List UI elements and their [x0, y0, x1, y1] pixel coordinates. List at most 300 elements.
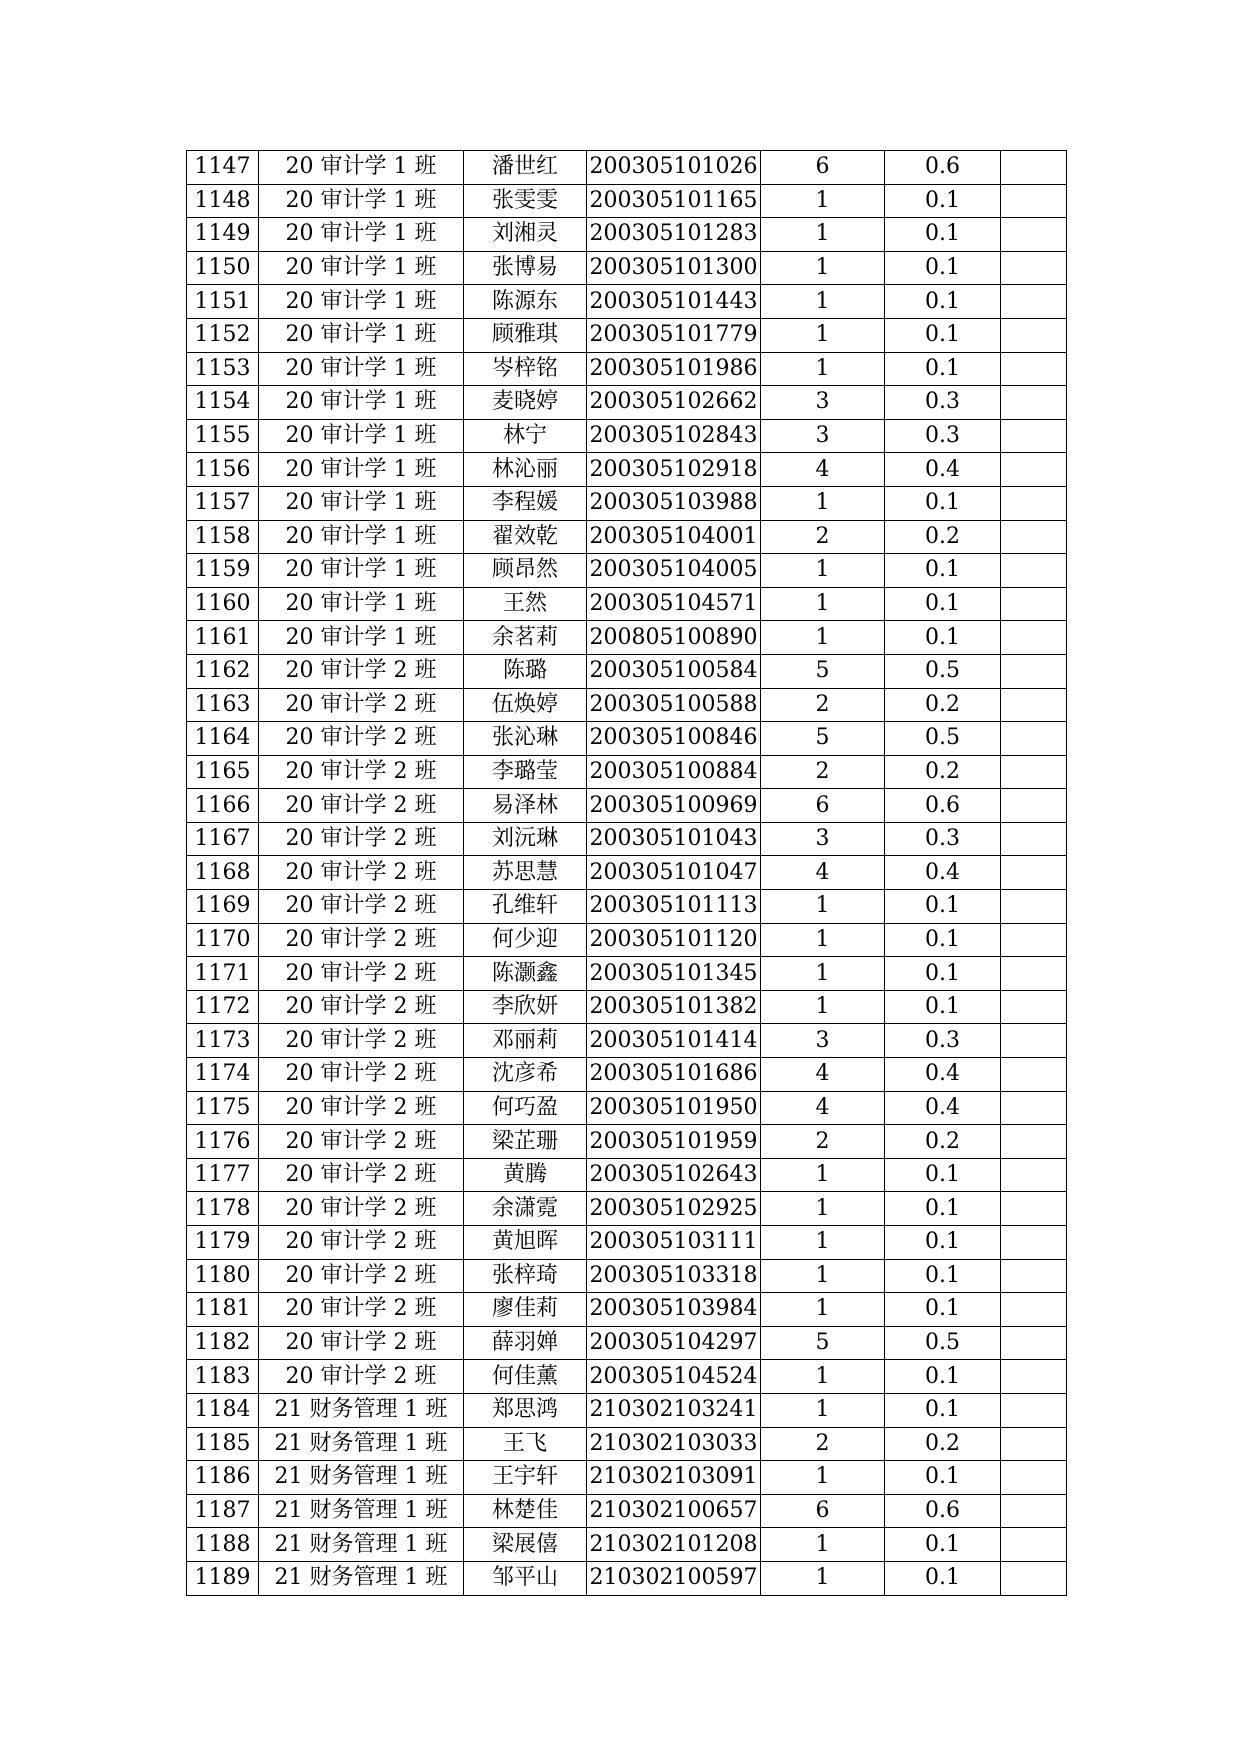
- student-id-cell: 200305103988: [587, 486, 761, 520]
- row-number-cell: 1180: [187, 1259, 259, 1293]
- table-row: [187, 856, 1067, 890]
- student-id-cell: 200305102918: [587, 453, 761, 487]
- row-number-cell: 1175: [187, 1091, 259, 1125]
- table-row: [187, 453, 1067, 487]
- student-id-cell: 210302103091: [587, 1461, 761, 1495]
- table-row: [187, 1125, 1067, 1159]
- student-name-cell: 王然: [464, 587, 587, 621]
- score-cell: 0.1: [885, 1528, 1001, 1562]
- table-row: [187, 1293, 1067, 1327]
- table-row: [187, 184, 1067, 218]
- table-row: [187, 1024, 1067, 1058]
- class-name-cell: 20 审计学 2 班: [259, 1125, 464, 1159]
- score-cell: 0.4: [885, 856, 1001, 890]
- row-number-cell: 1183: [187, 1360, 259, 1394]
- table-row: [187, 1259, 1067, 1293]
- count-cell: 1: [761, 957, 885, 991]
- student-name-cell: 林楚佳: [464, 1494, 587, 1528]
- row-number-cell: 1159: [187, 554, 259, 588]
- table-row: [187, 890, 1067, 924]
- count-cell: 1: [761, 184, 885, 218]
- note-cell: [1001, 688, 1067, 722]
- table-row: [187, 1393, 1067, 1427]
- student-id-cell: 200305100884: [587, 755, 761, 789]
- student-id-cell: 210302103033: [587, 1427, 761, 1461]
- row-number-cell: 1153: [187, 352, 259, 386]
- row-number-cell: 1147: [187, 151, 259, 185]
- table-row: [187, 1158, 1067, 1192]
- count-cell: 1: [761, 251, 885, 285]
- score-cell: 0.3: [885, 1024, 1001, 1058]
- score-cell: 0.4: [885, 1091, 1001, 1125]
- student-id-cell: 200305101686: [587, 1058, 761, 1092]
- student-id-cell: 200305101165: [587, 184, 761, 218]
- row-number-cell: 1154: [187, 386, 259, 420]
- note-cell: [1001, 352, 1067, 386]
- student-name-cell: 沈彦希: [464, 1058, 587, 1092]
- student-name-cell: 何佳薰: [464, 1360, 587, 1394]
- class-name-cell: 20 审计学 1 班: [259, 151, 464, 185]
- student-id-cell: 200305102925: [587, 1192, 761, 1226]
- score-cell: 0.2: [885, 755, 1001, 789]
- row-number-cell: 1151: [187, 285, 259, 319]
- note-cell: [1001, 822, 1067, 856]
- table-row: [187, 1528, 1067, 1562]
- note-cell: [1001, 486, 1067, 520]
- student-name-cell: 陈源东: [464, 285, 587, 319]
- student-id-cell: 200305103318: [587, 1259, 761, 1293]
- score-cell: 0.1: [885, 486, 1001, 520]
- student-id-cell: 200305101345: [587, 957, 761, 991]
- row-number-cell: 1170: [187, 923, 259, 957]
- row-number-cell: 1166: [187, 789, 259, 823]
- note-cell: [1001, 1226, 1067, 1260]
- table-row: [187, 621, 1067, 655]
- count-cell: 2: [761, 520, 885, 554]
- note-cell: [1001, 218, 1067, 252]
- class-name-cell: 20 审计学 2 班: [259, 957, 464, 991]
- note-cell: [1001, 419, 1067, 453]
- table-row: [187, 1427, 1067, 1461]
- count-cell: 1: [761, 1192, 885, 1226]
- student-id-cell: 200305101120: [587, 923, 761, 957]
- student-name-cell: 黄旭晖: [464, 1226, 587, 1260]
- row-number-cell: 1148: [187, 184, 259, 218]
- row-number-cell: 1149: [187, 218, 259, 252]
- count-cell: 1: [761, 352, 885, 386]
- class-name-cell: 20 审计学 2 班: [259, 789, 464, 823]
- count-cell: 2: [761, 688, 885, 722]
- class-name-cell: 20 审计学 2 班: [259, 1326, 464, 1360]
- row-number-cell: 1181: [187, 1293, 259, 1327]
- class-name-cell: 21 财务管理 1 班: [259, 1561, 464, 1595]
- table-row: [187, 251, 1067, 285]
- student-name-cell: 张沁琳: [464, 722, 587, 756]
- student-name-cell: 林宁: [464, 419, 587, 453]
- class-name-cell: 20 审计学 1 班: [259, 520, 464, 554]
- count-cell: 1: [761, 1293, 885, 1327]
- note-cell: [1001, 1293, 1067, 1327]
- table-row: [187, 486, 1067, 520]
- note-cell: [1001, 1058, 1067, 1092]
- count-cell: 3: [761, 386, 885, 420]
- student-id-cell: 200305101113: [587, 890, 761, 924]
- note-cell: [1001, 453, 1067, 487]
- records-table: [186, 150, 1067, 1596]
- note-cell: [1001, 856, 1067, 890]
- row-number-cell: 1186: [187, 1461, 259, 1495]
- student-name-cell: 李欣妍: [464, 990, 587, 1024]
- row-number-cell: 1177: [187, 1158, 259, 1192]
- student-name-cell: 郑思鸿: [464, 1393, 587, 1427]
- student-name-cell: 潘世红: [464, 151, 587, 185]
- row-number-cell: 1160: [187, 587, 259, 621]
- student-name-cell: 黄腾: [464, 1158, 587, 1192]
- student-id-cell: 200305104005: [587, 554, 761, 588]
- table-row: [187, 419, 1067, 453]
- table-row: [187, 688, 1067, 722]
- count-cell: 5: [761, 1326, 885, 1360]
- note-cell: [1001, 184, 1067, 218]
- student-id-cell: 200305101300: [587, 251, 761, 285]
- table-row: [187, 654, 1067, 688]
- row-number-cell: 1179: [187, 1226, 259, 1260]
- score-cell: 0.1: [885, 1226, 1001, 1260]
- note-cell: [1001, 1461, 1067, 1495]
- class-name-cell: 20 审计学 2 班: [259, 688, 464, 722]
- count-cell: 5: [761, 654, 885, 688]
- student-name-cell: 陈璐: [464, 654, 587, 688]
- score-cell: 0.6: [885, 1494, 1001, 1528]
- class-name-cell: 20 审计学 2 班: [259, 1226, 464, 1260]
- student-name-cell: 邓丽莉: [464, 1024, 587, 1058]
- student-id-cell: 200305101779: [587, 318, 761, 352]
- table-row: [187, 520, 1067, 554]
- count-cell: 1: [761, 285, 885, 319]
- note-cell: [1001, 587, 1067, 621]
- table-row: [187, 1058, 1067, 1092]
- student-id-cell: 200305100584: [587, 654, 761, 688]
- row-number-cell: 1188: [187, 1528, 259, 1562]
- score-cell: 0.1: [885, 890, 1001, 924]
- student-name-cell: 孔维轩: [464, 890, 587, 924]
- student-name-cell: 刘沅琳: [464, 822, 587, 856]
- score-cell: 0.1: [885, 1360, 1001, 1394]
- table-row: [187, 822, 1067, 856]
- score-cell: 0.2: [885, 1125, 1001, 1159]
- class-name-cell: 20 审计学 2 班: [259, 1058, 464, 1092]
- note-cell: [1001, 957, 1067, 991]
- student-name-cell: 林沁丽: [464, 453, 587, 487]
- student-name-cell: 张梓琦: [464, 1259, 587, 1293]
- table-row: [187, 352, 1067, 386]
- count-cell: 6: [761, 789, 885, 823]
- count-cell: 5: [761, 722, 885, 756]
- row-number-cell: 1178: [187, 1192, 259, 1226]
- count-cell: 6: [761, 151, 885, 185]
- student-id-cell: 200305102662: [587, 386, 761, 420]
- score-cell: 0.1: [885, 1259, 1001, 1293]
- note-cell: [1001, 890, 1067, 924]
- student-name-cell: 李程媛: [464, 486, 587, 520]
- class-name-cell: 21 财务管理 1 班: [259, 1427, 464, 1461]
- student-id-cell: 200305101414: [587, 1024, 761, 1058]
- class-name-cell: 20 审计学 2 班: [259, 1158, 464, 1192]
- score-cell: 0.6: [885, 151, 1001, 185]
- score-cell: 0.2: [885, 1427, 1001, 1461]
- table-row: [187, 957, 1067, 991]
- note-cell: [1001, 520, 1067, 554]
- score-cell: 0.1: [885, 1158, 1001, 1192]
- student-id-cell: 200305104297: [587, 1326, 761, 1360]
- class-name-cell: 20 审计学 1 班: [259, 285, 464, 319]
- student-name-cell: 薛羽婵: [464, 1326, 587, 1360]
- score-cell: 0.1: [885, 218, 1001, 252]
- row-number-cell: 1173: [187, 1024, 259, 1058]
- class-name-cell: 20 审计学 2 班: [259, 722, 464, 756]
- student-name-cell: 伍焕婷: [464, 688, 587, 722]
- student-id-cell: 200305103984: [587, 1293, 761, 1327]
- class-name-cell: 21 财务管理 1 班: [259, 1461, 464, 1495]
- table-row: [187, 1561, 1067, 1595]
- count-cell: 1: [761, 587, 885, 621]
- row-number-cell: 1157: [187, 486, 259, 520]
- student-id-cell: 200805100890: [587, 621, 761, 655]
- class-name-cell: 20 审计学 1 班: [259, 386, 464, 420]
- note-cell: [1001, 285, 1067, 319]
- score-cell: 0.4: [885, 1058, 1001, 1092]
- note-cell: [1001, 923, 1067, 957]
- table-row: [187, 722, 1067, 756]
- score-cell: 0.1: [885, 1293, 1001, 1327]
- student-id-cell: 200305103111: [587, 1226, 761, 1260]
- class-name-cell: 20 审计学 1 班: [259, 352, 464, 386]
- row-number-cell: 1168: [187, 856, 259, 890]
- count-cell: 2: [761, 1427, 885, 1461]
- score-cell: 0.1: [885, 352, 1001, 386]
- class-name-cell: 20 审计学 2 班: [259, 923, 464, 957]
- score-cell: 0.1: [885, 554, 1001, 588]
- student-name-cell: 余茗莉: [464, 621, 587, 655]
- student-name-cell: 岑梓铭: [464, 352, 587, 386]
- table-row: [187, 1360, 1067, 1394]
- count-cell: 1: [761, 1393, 885, 1427]
- row-number-cell: 1185: [187, 1427, 259, 1461]
- table-row: [187, 554, 1067, 588]
- note-cell: [1001, 1393, 1067, 1427]
- class-name-cell: 20 审计学 1 班: [259, 218, 464, 252]
- row-number-cell: 1171: [187, 957, 259, 991]
- student-id-cell: 200305101443: [587, 285, 761, 319]
- table-row: [187, 587, 1067, 621]
- note-cell: [1001, 990, 1067, 1024]
- row-number-cell: 1162: [187, 654, 259, 688]
- score-cell: 0.2: [885, 688, 1001, 722]
- note-cell: [1001, 554, 1067, 588]
- table-row: [187, 990, 1067, 1024]
- table-row: [187, 789, 1067, 823]
- student-name-cell: 李璐莹: [464, 755, 587, 789]
- note-cell: [1001, 1360, 1067, 1394]
- row-number-cell: 1156: [187, 453, 259, 487]
- class-name-cell: 20 审计学 2 班: [259, 890, 464, 924]
- student-id-cell: 200305101043: [587, 822, 761, 856]
- student-name-cell: 梁展僖: [464, 1528, 587, 1562]
- score-cell: 0.1: [885, 184, 1001, 218]
- class-name-cell: 20 审计学 2 班: [259, 822, 464, 856]
- score-cell: 0.4: [885, 453, 1001, 487]
- student-name-cell: 何少迎: [464, 923, 587, 957]
- row-number-cell: 1169: [187, 890, 259, 924]
- table-row: [187, 1226, 1067, 1260]
- count-cell: 1: [761, 486, 885, 520]
- class-name-cell: 20 审计学 2 班: [259, 1293, 464, 1327]
- student-name-cell: 张雯雯: [464, 184, 587, 218]
- student-name-cell: 王宇轩: [464, 1461, 587, 1495]
- note-cell: [1001, 1528, 1067, 1562]
- class-name-cell: 20 审计学 2 班: [259, 1259, 464, 1293]
- count-cell: 4: [761, 856, 885, 890]
- note-cell: [1001, 251, 1067, 285]
- count-cell: 1: [761, 1360, 885, 1394]
- row-number-cell: 1161: [187, 621, 259, 655]
- records-table-body: [187, 151, 1067, 1596]
- note-cell: [1001, 1427, 1067, 1461]
- row-number-cell: 1172: [187, 990, 259, 1024]
- row-number-cell: 1189: [187, 1561, 259, 1595]
- student-id-cell: 200305101382: [587, 990, 761, 1024]
- student-id-cell: 210302101208: [587, 1528, 761, 1562]
- class-name-cell: 20 审计学 2 班: [259, 654, 464, 688]
- count-cell: 4: [761, 1091, 885, 1125]
- note-cell: [1001, 1259, 1067, 1293]
- student-id-cell: 200305100846: [587, 722, 761, 756]
- table-row: [187, 923, 1067, 957]
- table-row: [187, 386, 1067, 420]
- class-name-cell: 21 财务管理 1 班: [259, 1494, 464, 1528]
- row-number-cell: 1184: [187, 1393, 259, 1427]
- score-cell: 0.1: [885, 1192, 1001, 1226]
- student-id-cell: 200305102843: [587, 419, 761, 453]
- score-cell: 0.1: [885, 587, 1001, 621]
- class-name-cell: 20 审计学 1 班: [259, 587, 464, 621]
- table-row: [187, 1494, 1067, 1528]
- student-id-cell: 210302100657: [587, 1494, 761, 1528]
- score-cell: 0.5: [885, 722, 1001, 756]
- score-cell: 0.1: [885, 251, 1001, 285]
- student-id-cell: 200305101986: [587, 352, 761, 386]
- count-cell: 4: [761, 453, 885, 487]
- row-number-cell: 1158: [187, 520, 259, 554]
- note-cell: [1001, 318, 1067, 352]
- note-cell: [1001, 1024, 1067, 1058]
- table-row: [187, 1091, 1067, 1125]
- row-number-cell: 1165: [187, 755, 259, 789]
- table-row: [187, 755, 1067, 789]
- score-cell: 0.6: [885, 789, 1001, 823]
- note-cell: [1001, 755, 1067, 789]
- note-cell: [1001, 151, 1067, 185]
- student-name-cell: 何巧盈: [464, 1091, 587, 1125]
- table-row: [187, 1326, 1067, 1360]
- student-id-cell: 200305102643: [587, 1158, 761, 1192]
- note-cell: [1001, 1192, 1067, 1226]
- class-name-cell: 20 审计学 2 班: [259, 990, 464, 1024]
- student-name-cell: 张博易: [464, 251, 587, 285]
- count-cell: 1: [761, 1528, 885, 1562]
- score-cell: 0.3: [885, 419, 1001, 453]
- student-id-cell: 200305101283: [587, 218, 761, 252]
- class-name-cell: 21 财务管理 1 班: [259, 1393, 464, 1427]
- count-cell: 3: [761, 1024, 885, 1058]
- count-cell: 1: [761, 1561, 885, 1595]
- class-name-cell: 20 审计学 1 班: [259, 419, 464, 453]
- note-cell: [1001, 386, 1067, 420]
- student-name-cell: 王飞: [464, 1427, 587, 1461]
- student-id-cell: 200305101950: [587, 1091, 761, 1125]
- count-cell: 3: [761, 822, 885, 856]
- note-cell: [1001, 1494, 1067, 1528]
- row-number-cell: 1164: [187, 722, 259, 756]
- count-cell: 1: [761, 554, 885, 588]
- score-cell: 0.1: [885, 923, 1001, 957]
- class-name-cell: 20 审计学 1 班: [259, 184, 464, 218]
- student-name-cell: 邹平山: [464, 1561, 587, 1595]
- note-cell: [1001, 1091, 1067, 1125]
- student-name-cell: 翟效乾: [464, 520, 587, 554]
- class-name-cell: 20 审计学 2 班: [259, 755, 464, 789]
- note-cell: [1001, 1326, 1067, 1360]
- count-cell: 1: [761, 621, 885, 655]
- score-cell: 0.1: [885, 1561, 1001, 1595]
- student-name-cell: 顾雅琪: [464, 318, 587, 352]
- score-cell: 0.1: [885, 1393, 1001, 1427]
- class-name-cell: 20 审计学 1 班: [259, 251, 464, 285]
- count-cell: 1: [761, 1226, 885, 1260]
- class-name-cell: 20 审计学 1 班: [259, 486, 464, 520]
- count-cell: 2: [761, 1125, 885, 1159]
- row-number-cell: 1174: [187, 1058, 259, 1092]
- row-number-cell: 1187: [187, 1494, 259, 1528]
- student-name-cell: 梁芷珊: [464, 1125, 587, 1159]
- table-row: [187, 1192, 1067, 1226]
- count-cell: 1: [761, 1461, 885, 1495]
- table-row: [187, 285, 1067, 319]
- note-cell: [1001, 1125, 1067, 1159]
- class-name-cell: 20 审计学 2 班: [259, 1091, 464, 1125]
- count-cell: 1: [761, 990, 885, 1024]
- class-name-cell: 20 审计学 2 班: [259, 1360, 464, 1394]
- count-cell: 1: [761, 318, 885, 352]
- student-name-cell: 麦晓婷: [464, 386, 587, 420]
- score-cell: 0.2: [885, 520, 1001, 554]
- class-name-cell: 20 审计学 1 班: [259, 453, 464, 487]
- count-cell: 4: [761, 1058, 885, 1092]
- note-cell: [1001, 1158, 1067, 1192]
- table-row: [187, 218, 1067, 252]
- row-number-cell: 1152: [187, 318, 259, 352]
- class-name-cell: 20 审计学 1 班: [259, 621, 464, 655]
- score-cell: 0.1: [885, 318, 1001, 352]
- note-cell: [1001, 654, 1067, 688]
- student-name-cell: 顾昂然: [464, 554, 587, 588]
- row-number-cell: 1176: [187, 1125, 259, 1159]
- student-id-cell: 200305101959: [587, 1125, 761, 1159]
- row-number-cell: 1155: [187, 419, 259, 453]
- score-cell: 0.5: [885, 654, 1001, 688]
- class-name-cell: 21 财务管理 1 班: [259, 1528, 464, 1562]
- table-row: [187, 1461, 1067, 1495]
